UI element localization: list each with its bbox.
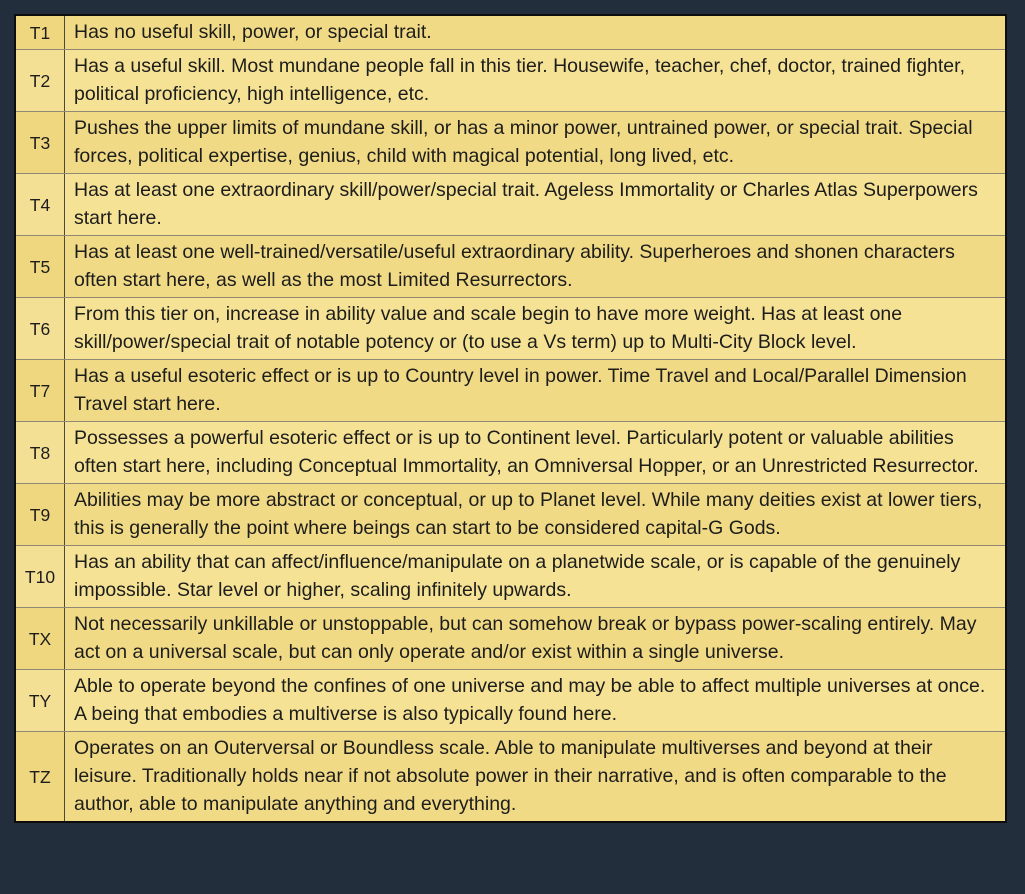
tier-label-cell: TZ (15, 732, 65, 823)
tier-description-cell: From this tier on, increase in ability value and scale begin to have more weight. Has at least one skill/power/special trait of notable potency or (to use a Vs term) up to Multi-City Block level. (65, 298, 1007, 360)
tier-description-cell: Able to operate beyond the confines of one universe and may be able to affect multiple universes at once. A being that embodies a multiverse is also typically found here. (65, 670, 1007, 732)
tier-label-cell: T8 (15, 422, 65, 484)
table-row (15, 112, 1006, 174)
tier-label-cell: T7 (15, 360, 65, 422)
table-row (15, 50, 1006, 112)
tier-description-cell: Has at least one extraordinary skill/power/special trait. Ageless Immortality or Charles Atlas Superpowers start here. (65, 174, 1007, 236)
table-row (15, 15, 1006, 50)
tier-label-cell: TX (15, 608, 65, 670)
tier-description-cell: Has an ability that can affect/influence/manipulate on a planetwide scale, or is capable of the genuinely impossible. Star level or higher, scaling infinitely upwards. (65, 546, 1007, 608)
tier-label-cell: T9 (15, 484, 65, 546)
tier-description-cell: Pushes the upper limits of mundane skill, or has a minor power, untrained power, or special trait. Special forces, political expertise, genius, child with magical potential, long lived, etc. (65, 112, 1007, 174)
table-row (15, 732, 1006, 823)
tier-description-cell: Not necessarily unkillable or unstoppable, but can somehow break or bypass power-scaling entirely. May act on a universal scale, but can only operate and/or exist within a single universe. (65, 608, 1007, 670)
tier-description-cell: Has no useful skill, power, or special trait. (65, 15, 1007, 50)
tier-table-body (15, 15, 1006, 822)
tier-description-cell: Has at least one well-trained/versatile/useful extraordinary ability. Superheroes and shonen characters often start here, as well as the most Limited Resurrectors. (65, 236, 1007, 298)
tier-label-cell: T5 (15, 236, 65, 298)
tier-description-cell: Possesses a powerful esoteric effect or is up to Continent level. Particularly potent or valuable abilities often start here, including Conceptual Immortality, an Omniversal Hopper, or an Unrestricted Resurrector. (65, 422, 1007, 484)
table-row (15, 298, 1006, 360)
tier-label-cell: TY (15, 670, 65, 732)
table-row (15, 174, 1006, 236)
table-row (15, 360, 1006, 422)
tier-description-cell: Has a useful esoteric effect or is up to Country level in power. Time Travel and Local/Parallel Dimension Travel start here. (65, 360, 1007, 422)
table-row (15, 236, 1006, 298)
table-row (15, 608, 1006, 670)
table-row (15, 484, 1006, 546)
tier-label-cell: T1 (15, 15, 65, 50)
tier-label-cell: T4 (15, 174, 65, 236)
tier-description-cell: Operates on an Outerversal or Boundless scale. Able to manipulate multiverses and beyond at their leisure. Traditionally holds near if not absolute power in their narrative, and is often comparable to the author, able to manipulate anything and everything. (65, 732, 1007, 823)
table-row (15, 546, 1006, 608)
tier-description-cell: Has a useful skill. Most mundane people fall in this tier. Housewife, teacher, chef, doctor, trained fighter, political proficiency, high intelligence, etc. (65, 50, 1007, 112)
tier-label-cell: T2 (15, 50, 65, 112)
tier-list-table (14, 14, 1007, 823)
table-row (15, 670, 1006, 732)
tier-label-cell: T3 (15, 112, 65, 174)
tier-label-cell: T10 (15, 546, 65, 608)
table-row (15, 422, 1006, 484)
tier-description-cell: Abilities may be more abstract or conceptual, or up to Planet level. While many deities exist at lower tiers, this is generally the point where beings can start to be considered capital-G Gods. (65, 484, 1007, 546)
tier-label-cell: T6 (15, 298, 65, 360)
